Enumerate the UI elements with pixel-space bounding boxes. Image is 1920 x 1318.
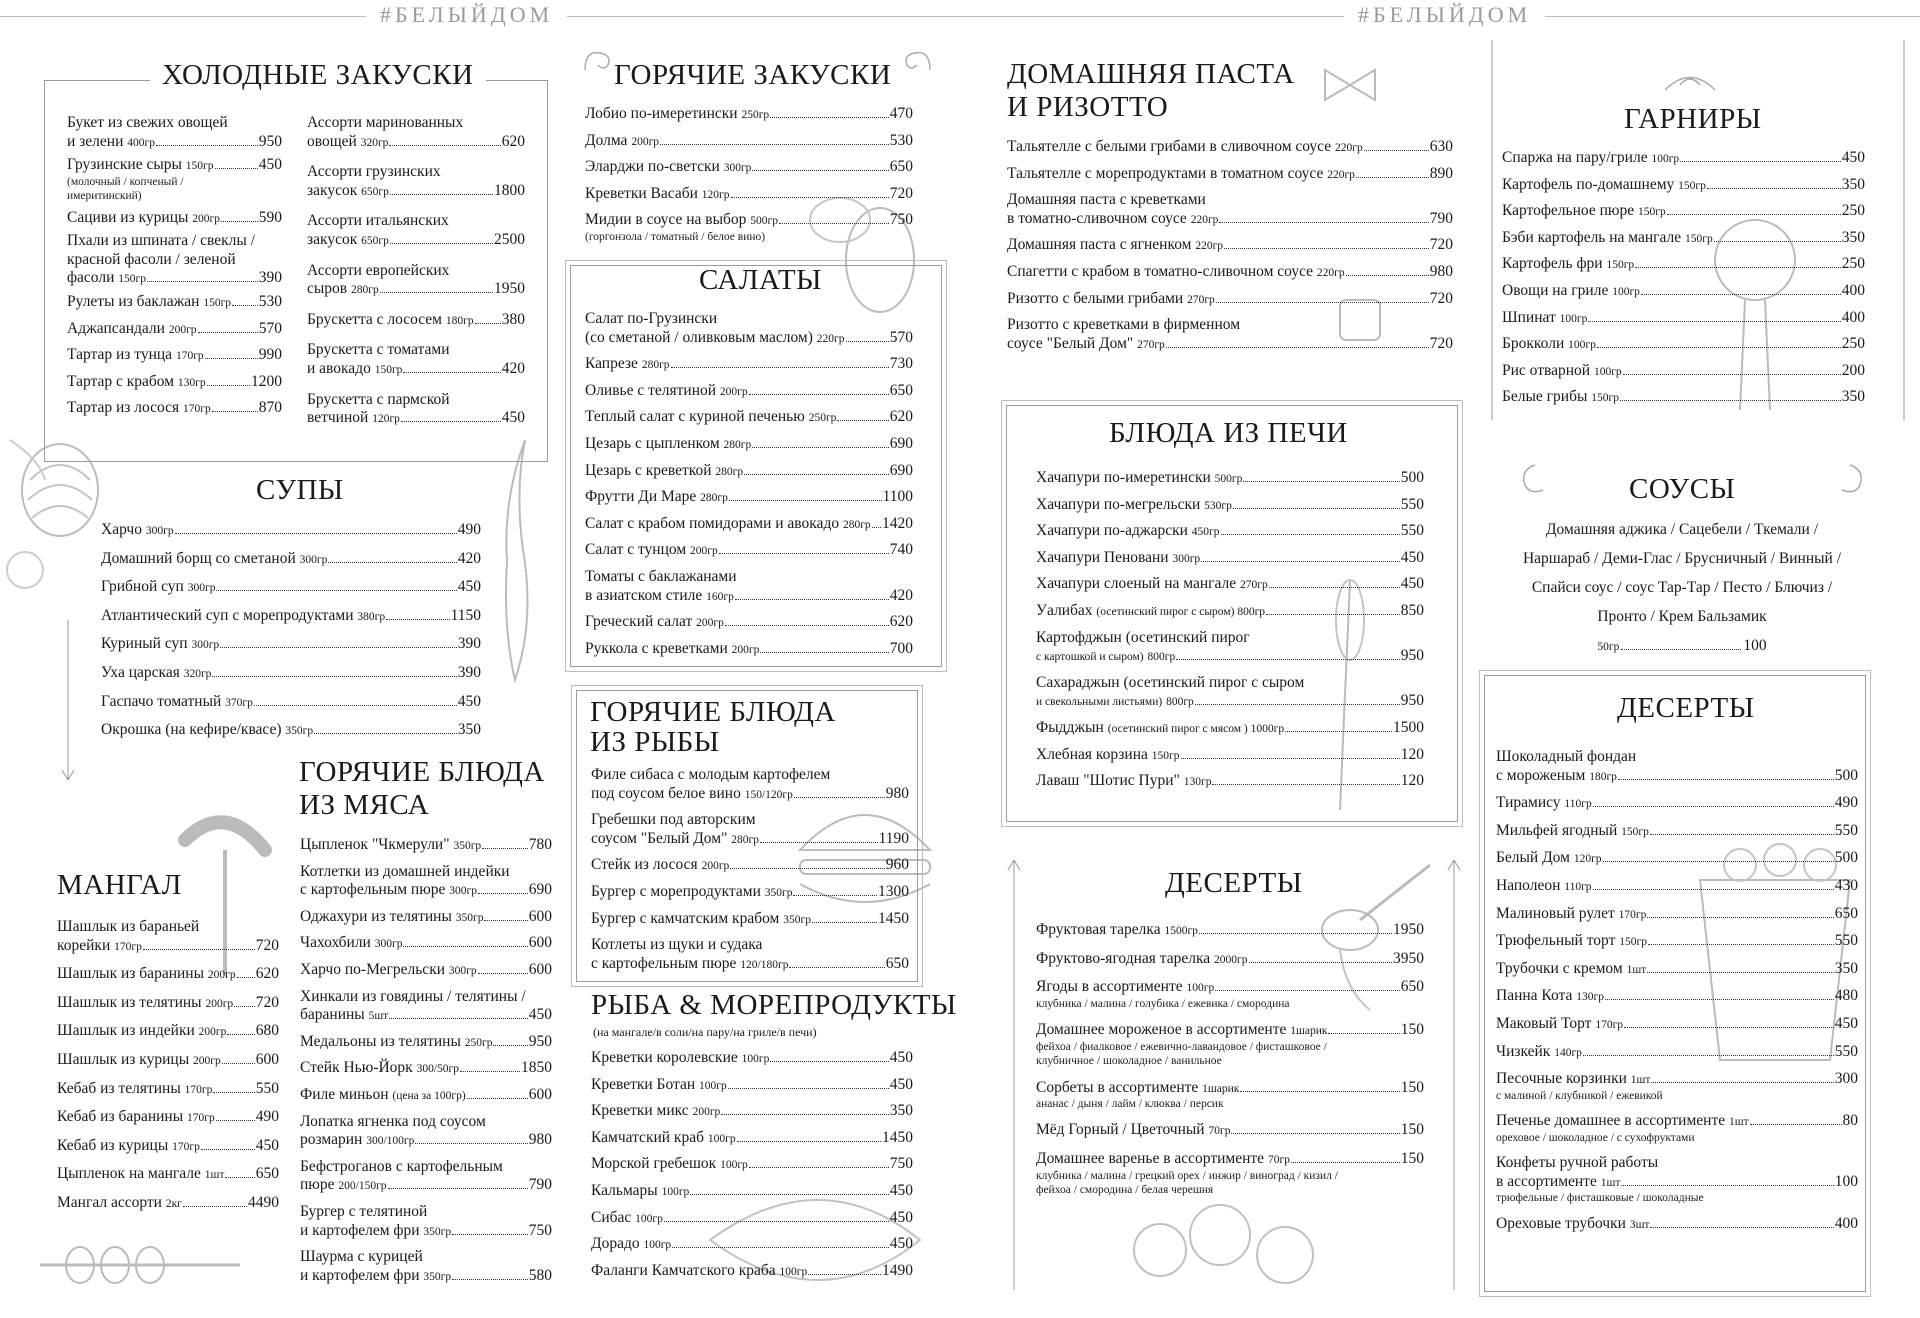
- list-item: Бургер с телятиной и картофелем фри 350гр 750: [300, 1202, 552, 1239]
- list-item: Тирамису 110гр 490: [1496, 794, 1858, 812]
- list-item: Кебаб из телятины 170гр 550: [57, 1079, 279, 1097]
- sides-list: [1502, 149, 1865, 407]
- list-item: Маковый Торт 170гр 450: [1496, 1014, 1858, 1032]
- ornament-icon: [1660, 65, 1720, 95]
- list-item: Картофельное пюре 150гр 250: [1502, 202, 1865, 220]
- list-item: Гаспачо томатный 370гр 450: [101, 692, 481, 710]
- list-item: Хинкали из говядины / телятины / баранины 5шт 450: [300, 987, 552, 1024]
- list-item: Чахохбили 300гр 600: [300, 934, 552, 952]
- list-item: Сахараджын (осетинский пирог с сыром и свекольными листьями) 800гр 950: [1036, 673, 1424, 710]
- list-item: Шашлык из индейки 200гр 680: [57, 1022, 279, 1040]
- list-item: Филе сибаса с молодым картофелем под соусом белое вино 150/120гр 980: [591, 766, 909, 802]
- list-item: Сорбеты в ассортименте 1шарик 150 ананас / дыня / лайм / клюква / персик: [1036, 1078, 1424, 1111]
- salads-list: [585, 310, 913, 658]
- list-item: Хачапури по-мегрельски 530гр 550: [1036, 495, 1424, 513]
- list-item: Картофель фри 150гр 250: [1502, 255, 1865, 273]
- list-item: Шашлык из курицы 200гр 600: [57, 1050, 279, 1068]
- list-item: Долма 200гр 530: [585, 131, 913, 149]
- list-item: Картофджын (осетинский пирог с картошкой и сыром) 800гр 950: [1036, 628, 1424, 665]
- list-item: Фруктово-ягодная тарелка 2000гр 3950: [1036, 949, 1424, 967]
- desserts-right-title: ДЕСЕРТЫ: [1617, 692, 1755, 724]
- list-item: Хачапури по-аджарски 450гр 550: [1036, 522, 1424, 540]
- list-item: Ореховые трубочки 3шт 400: [1496, 1214, 1858, 1232]
- list-item: Теплый салат с куриной печенью 250гр 620: [585, 408, 913, 426]
- list-item: Кальмары 100гр 450: [591, 1181, 913, 1199]
- list-item: Конфеты ручной работы в ассортименте 1шт 100 трюфельные / фисташковые / шоколадные: [1496, 1154, 1858, 1205]
- list-item: Овощи на гриле 100гр 400: [1502, 281, 1865, 299]
- chili-pepper-illustration: [495, 430, 550, 690]
- arrow-divider-icon: [1006, 860, 1022, 1290]
- list-item: Гребешки под авторским соусом "Белый Дом" 280гр 1190: [591, 811, 909, 847]
- list-item: Ризотто с креветками в фирменном соусе "Белый Дом" 270гр 720: [1007, 316, 1453, 352]
- fish-list: [591, 766, 909, 973]
- list-item: Креветки королевские 100гр 450: [591, 1049, 913, 1066]
- list-item: Эларджи по-светски 300гр 650: [585, 158, 913, 176]
- list-item: Мидии в соусе на выбор 500гр 750 (горгонзола / томатный / белое вино): [585, 211, 913, 243]
- list-item: Тартар из тунца 170гр 990: [67, 346, 282, 364]
- list-item: Медальоны из телятины 250гр 950: [300, 1032, 552, 1050]
- list-item: Рулеты из баклажан 150гр 530: [67, 292, 282, 310]
- salads-title: САЛАТЫ: [699, 264, 822, 296]
- list-item: Филе миньон (цена за 100гр) 600: [300, 1085, 552, 1103]
- list-item: Панна Кота 130гр 480: [1496, 987, 1858, 1005]
- oven-title: БЛЮДА ИЗ ПЕЧИ: [1109, 417, 1348, 449]
- list-item: Бефстроганов с картофельным пюре 200/150гр 790: [300, 1157, 552, 1194]
- list-item: Лобио по-имеретински 250гр 470: [585, 105, 913, 122]
- list-item: Бэби картофель на мангале 150гр 350: [1502, 228, 1865, 246]
- seafood-list: [591, 1049, 913, 1280]
- list-item: Руккола с креветками 200гр 700: [585, 639, 913, 657]
- list-item: Домашнее варенье в ассортименте 70гр 150 клубника / малина / грецкий орех / инжир / виноград / кизил / фейхоа / смородина / белая черешня: [1036, 1150, 1424, 1197]
- list-item: Морской гребешок 100гр 750: [591, 1155, 913, 1173]
- list-item: Тальятелле с морепродуктами в томатном соусе 220гр 890: [1007, 164, 1453, 182]
- desserts-right-list: [1496, 748, 1858, 1233]
- list-item: Креветки Васаби 120гр 720: [585, 184, 913, 202]
- cold-col1: [67, 114, 282, 418]
- list-item: Тартар из лосося 170гр 870: [67, 399, 282, 417]
- list-item: Хачапури Пеновани 300гр 450: [1036, 548, 1424, 566]
- grill-list: [57, 918, 279, 1213]
- desserts-mid-title: ДЕСЕРТЫ: [1165, 867, 1303, 899]
- list-item: Шаурма с курицей и картофелем фри 350гр 580: [300, 1248, 552, 1284]
- list-item: Хачапури слоеный на мангале 270гр 450: [1036, 575, 1424, 593]
- list-item: Харчо по-Мегрельски 300гр 600: [300, 960, 552, 978]
- list-item: Ассорти итальянских закусок 650гр 2500: [307, 212, 525, 248]
- list-item: Грузинские сыры 150гр 450 (молочный / копченый / имеритинский): [67, 156, 282, 203]
- hot-snacks-list: [585, 105, 913, 244]
- list-item: Лаваш "Шотис Пури" 130гр 120: [1036, 772, 1424, 790]
- list-item: Капрезе 280гр 730: [585, 355, 913, 373]
- list-item: Бургер с морепродуктами 350гр 1300: [591, 882, 909, 900]
- list-item: Креветки Ботан 100гр 450: [591, 1075, 913, 1093]
- list-item: Уалибах (осетинский пирог с сыром) 800гр 850: [1036, 601, 1424, 619]
- arrow-divider-icon: [1484, 40, 1500, 420]
- list-item: Салат с крабом помидорами и авокадо 280гр 1420: [585, 514, 913, 532]
- list-item: Бургер с камчатским крабом 350гр 1450: [591, 909, 909, 927]
- berries-illustration: [1110, 1180, 1370, 1310]
- list-item: Шпинат 100гр 400: [1502, 308, 1865, 326]
- arrow-divider-icon: [1446, 860, 1462, 1290]
- list-item: Печенье домашнее в ассортименте 1шт 80 ореховое / шоколадное / с сухофруктами: [1496, 1112, 1858, 1144]
- oven-list: [1036, 469, 1424, 791]
- soups-title: СУПЫ: [256, 474, 344, 506]
- pasta-title: ДОМАШНЯЯ ПАСТА И РИЗОТТО: [1007, 58, 1295, 123]
- list-item: Фруктовая тарелка 1500гр 1950: [1036, 921, 1424, 938]
- brand-tag-right: #БЕЛЫЙДОМ: [1344, 2, 1545, 28]
- list-item: Хачапури по-имеретински 500гр 500: [1036, 469, 1424, 486]
- list-item: Цезарь с цыпленком 280гр 690: [585, 434, 913, 452]
- list-item: Брускетта с томатами и авокадо 150гр 420: [307, 341, 525, 377]
- sauces-text: Домашняя аджика / Сацебели / Ткемали / Наршараб / Деми-Глас / Брусничный / Винный / Спайси соус / соус Тар-Тар / Песто / Блючиз / Пронто / Крем Бальзамик 50гр 100: [1522, 521, 1842, 654]
- meat-title: ГОРЯЧИЕ БЛЮДА ИЗ МЯСА: [299, 756, 545, 821]
- list-item: Трубочки с кремом 1шт 350: [1496, 959, 1858, 977]
- list-item: Малиновый рулет 170гр 650: [1496, 904, 1858, 922]
- list-item: Цыпленок на мангале 1шт 650: [57, 1165, 279, 1183]
- list-item: Ассорти европейских сыров 280гр 1950: [307, 261, 525, 298]
- list-item: Кебаб из курицы 170гр 450: [57, 1136, 279, 1154]
- list-item: Домашняя паста с креветками в томатно-сливочном соусе 220гр 790: [1007, 191, 1453, 227]
- grill-title: МАНГАЛ: [57, 869, 182, 901]
- list-item: Цыпленок "Чкмерули" 350гр 780: [300, 836, 552, 853]
- list-item: Греческий салат 200гр 620: [585, 613, 913, 631]
- meat-list: [300, 836, 552, 1285]
- list-item: Ассорти маринованных овощей 320гр 620: [307, 114, 525, 150]
- list-item: Домашний борщ со сметаной 300гр 420: [101, 549, 481, 567]
- list-item: Букет из свежих овощей и зелени 400гр 950: [67, 114, 282, 150]
- list-item: Камчатский краб 100гр 1450: [591, 1128, 913, 1146]
- list-item: Салат с тунцом 200гр 740: [585, 541, 913, 559]
- list-item: Сибас 100гр 450: [591, 1208, 913, 1226]
- list-item: Мёд Горный / Цветочный 70гр 150: [1036, 1121, 1424, 1139]
- list-item: Трюфельный торт 150гр 550: [1496, 932, 1858, 950]
- list-item: Домашнее мороженое в ассортименте 1шарик 150 фейхоа / фиалковое / ежевично-лавандовое / фисташковое / клубничное / шоколадное / ванильное: [1036, 1021, 1424, 1068]
- list-item: Окрошка (на кефире/квасе) 350гр 350: [101, 721, 481, 739]
- list-item: Салат по-Грузински (со сметаной / оливковым маслом) 220гр 570: [585, 310, 913, 346]
- list-item: Аджапсандали 200гр 570: [67, 319, 282, 337]
- list-item: Лопатка ягненка под соусом розмарин 300/100гр 980: [300, 1112, 552, 1149]
- cold-col2: [307, 114, 525, 428]
- arrow-divider-icon: [1896, 40, 1912, 420]
- pasta-bow-illustration: [1320, 65, 1380, 105]
- list-item: Спаржа на пару/гриле 100гр 450: [1502, 149, 1865, 166]
- list-item: Домашняя паста с ягненком 220гр 720: [1007, 236, 1453, 254]
- list-item: Картофель по-домашнему 150гр 350: [1502, 175, 1865, 193]
- list-item: Наполеон 110гр 430: [1496, 876, 1858, 894]
- list-item: Брокколи 100гр 250: [1502, 335, 1865, 353]
- list-item: Фрутти Ди Маре 280гр 1100: [585, 488, 913, 506]
- list-item: Белые грибы 150гр 350: [1502, 388, 1865, 406]
- pasta-list: [1007, 138, 1453, 353]
- skewer-illustration: [40, 1240, 240, 1290]
- list-item: Ягоды в ассортименте 100гр 650 клубника / малина / голубика / ежевика / смородина: [1036, 978, 1424, 1010]
- cold-title: ХОЛОДНЫЕ ЗАКУСКИ: [150, 60, 486, 92]
- list-item: Шашлык из бараньей корейки 170гр 720: [57, 918, 279, 954]
- ornament-icon: [1515, 460, 1555, 500]
- list-item: Котлеты из щуки и судака с картофельным пюре 120/180гр 650: [591, 936, 909, 972]
- seafood-title: РЫБА & МОРЕПРОДУКТЫ: [591, 989, 957, 1021]
- list-item: Грибной суп 300гр 450: [101, 578, 481, 596]
- list-item: Фыдджын (осетинский пирог с мясом ) 1000гр 1500: [1036, 718, 1424, 736]
- list-item: Белый Дом 120гр 500: [1496, 849, 1858, 867]
- list-item: Чизкейк 140гр 550: [1496, 1042, 1858, 1060]
- list-item: Шашлык из баранины 200гр 620: [57, 965, 279, 983]
- list-item: Ризотто с белыми грибами 270гр 720: [1007, 289, 1453, 307]
- list-item: Дорадо 100гр 450: [591, 1235, 913, 1253]
- list-item: Куриный суп 300гр 390: [101, 635, 481, 653]
- list-item: Креветки микс 200гр 350: [591, 1102, 913, 1120]
- ornament-icon: [895, 45, 935, 75]
- list-item: Хлебная корзина 150гр 120: [1036, 745, 1424, 763]
- list-item: Песочные корзинки 1шт 300 с малиной / клубникой / ежевикой: [1496, 1070, 1858, 1102]
- list-item: Томаты с баклажанами в азиатском стиле 160гр 420: [585, 567, 913, 604]
- hot-snacks-title: ГОРЯЧИЕ ЗАКУСКИ: [614, 59, 892, 91]
- list-item: Харчо 300гр 490: [101, 521, 481, 538]
- list-item: Уха царская 320гр 390: [101, 663, 481, 681]
- list-item: Сациви из курицы 200гр 590: [67, 208, 282, 226]
- list-item: Фаланги Камчатского краба 100гр 1490: [591, 1261, 913, 1279]
- list-item: Тартар с крабом 130гр 1200: [67, 372, 282, 390]
- ornament-icon: [1830, 460, 1870, 500]
- list-item: Брускетта с пармской ветчиной 120гр 450: [307, 390, 525, 427]
- list-item: Шоколадный фондан с мороженым 180гр 500: [1496, 748, 1858, 784]
- list-item: Шашлык из телятины 200гр 720: [57, 993, 279, 1011]
- sauces-title: СОУСЫ: [1629, 473, 1736, 505]
- list-item: Спагетти с крабом в томатно-сливочном соусе 220гр 980: [1007, 262, 1453, 280]
- sides-title: ГАРНИРЫ: [1624, 103, 1762, 135]
- seafood-subtitle: (на мангале/в соли/на пару/на гриле/в печи): [593, 1025, 817, 1039]
- fish-title: ГОРЯЧИЕ БЛЮДА ИЗ РЫБЫ: [590, 696, 836, 758]
- desserts-mid-list: [1036, 921, 1424, 1197]
- brand-tag-left: #БЕЛЫЙДОМ: [366, 2, 567, 28]
- list-item: Котлетки из домашней индейки с картофельным пюре 300гр 690: [300, 862, 552, 899]
- list-item: Брускетта с лососем 180гр 380: [307, 310, 525, 328]
- list-item: Тальятелле с белыми грибами в сливочном соусе 220гр 630: [1007, 138, 1453, 155]
- list-item: Рис отварной 100гр 200: [1502, 361, 1865, 379]
- list-item: Ассорти грузинских закусок 650гр 1800: [307, 163, 525, 199]
- arrow-divider-icon: [60, 620, 76, 780]
- list-item: Атлантический суп с морепродуктами 380гр 1150: [101, 606, 481, 624]
- list-item: Кебаб из баранины 170гр 490: [57, 1108, 279, 1126]
- list-item: Оливье с телятиной 200гр 650: [585, 381, 913, 399]
- list-item: Мильфей ягодный 150гр 550: [1496, 821, 1858, 839]
- list-item: Мангал ассорти 2кг 4490: [57, 1193, 279, 1211]
- soups-list: [101, 521, 481, 740]
- list-item: Стейк из лосося 200гр 960: [591, 856, 909, 874]
- list-item: Оджахури из телятины 350гр 600: [300, 907, 552, 925]
- list-item: Стейк Нью-Йорк 300/50гр 1850: [300, 1059, 552, 1077]
- list-item: Пхали из шпината / свеклы / красной фасоли / зеленой фасоли 150гр 390: [67, 232, 282, 287]
- list-item: Цезарь с креветкой 280гр 690: [585, 461, 913, 479]
